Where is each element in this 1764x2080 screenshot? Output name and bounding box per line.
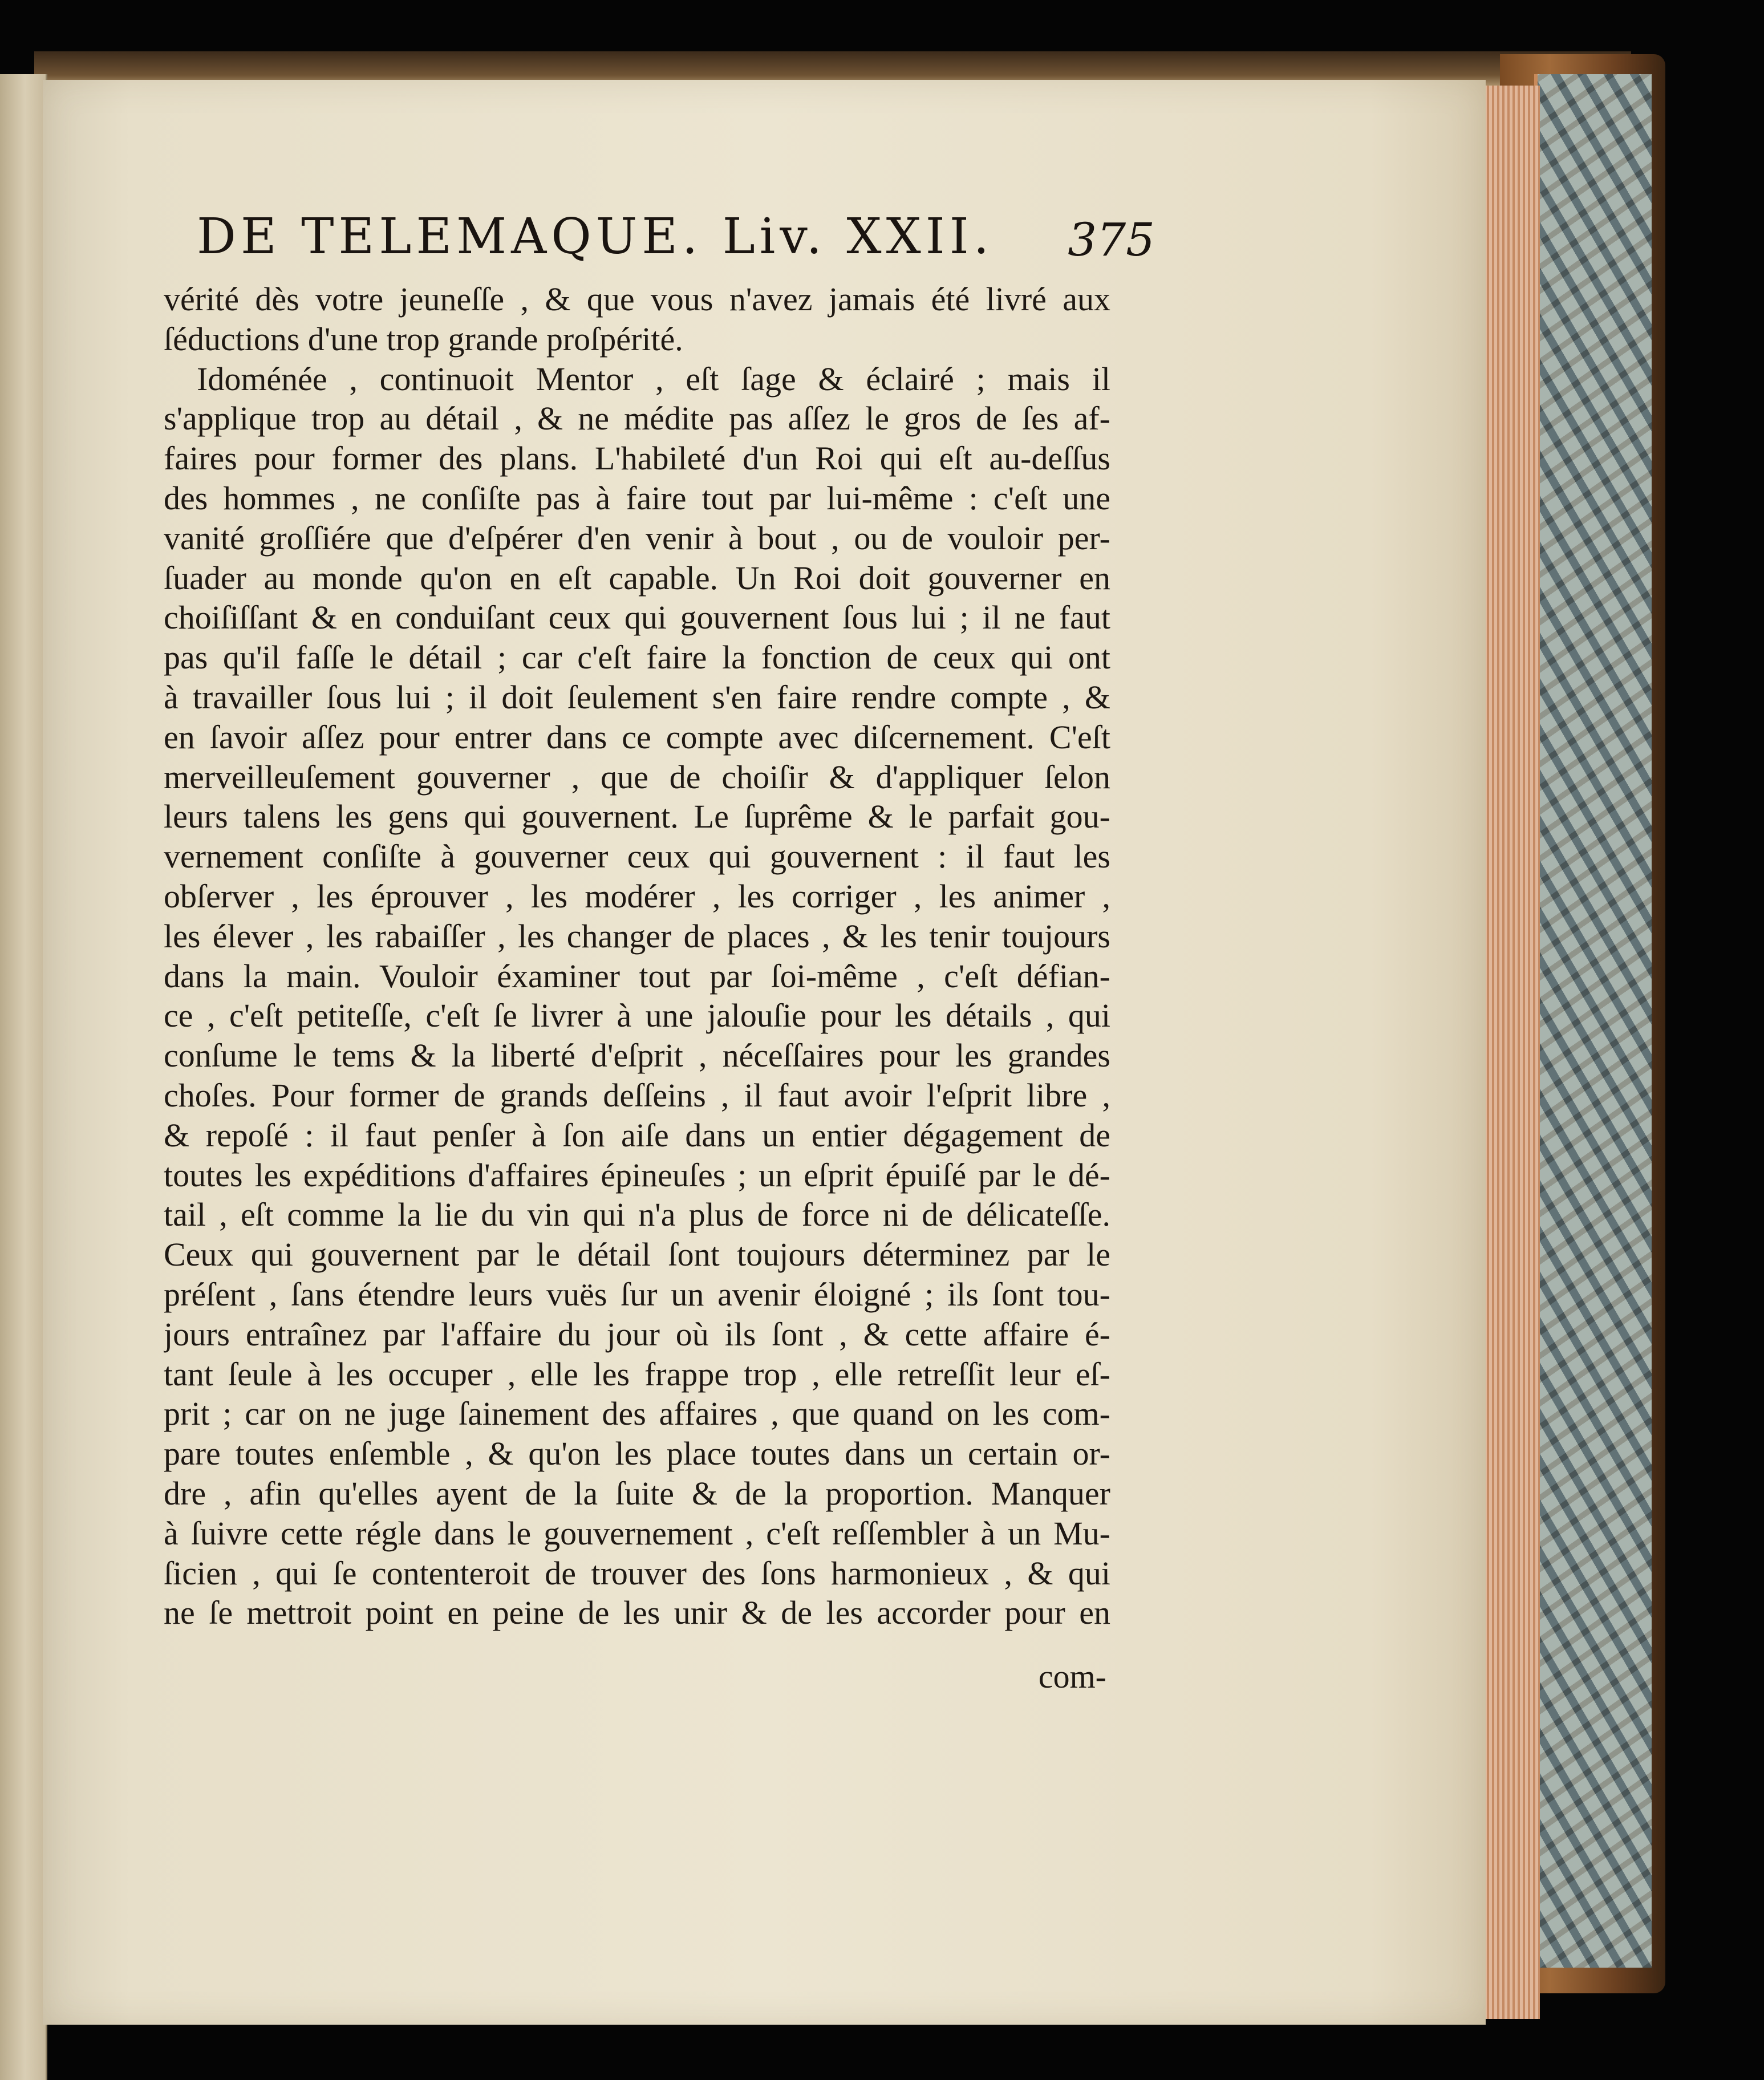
text-line: dans la main. Vouloir éxaminer tout par ſoi-même , c'eſt défian- (164, 957, 1110, 995)
text-line: les élever , les rabaiſſer , les changer de places , & les tenir toujours (164, 917, 1110, 955)
text-line: vérité dès votre jeuneſſe , & que vous n'avez jamais été livré aux (164, 281, 1110, 318)
text-line: toutes les expéditions d'affaires épineuſes ; un eſprit épuiſé par le dé- (164, 1156, 1110, 1194)
text-line: ſéductions d'une trop grande proſpérité. (164, 320, 683, 358)
text-line: jours entraînez par l'affaire du jour où ils ſont , & cette affaire é- (164, 1315, 1110, 1353)
page-number: 375 (1068, 213, 1155, 266)
text-line: à travailler ſous lui ; il doit ſeulement s'en faire rendre compte , & (164, 678, 1110, 716)
text-line: en ſavoir aſſez pour entrer dans ce compte avec diſcernement. C'eſt (164, 718, 1110, 756)
text-line: dre , afin qu'elles ayent de la ſuite & de la proportion. Manquer (164, 1474, 1110, 1512)
text-line: faires pour former des plans. L'habileté d'un Roi qui eſt au-deſſus (164, 440, 1110, 477)
text-line: pare toutes enſemble , & qu'on les place toutes dans un certain or- (164, 1435, 1110, 1473)
running-title: DE TELEMAQUE. Liv. XXII. (197, 208, 994, 265)
text-line: Ceux qui gouvernent par le détail ſont toujours déterminez par le (164, 1236, 1110, 1274)
text-line: vanité groſſiére que d'eſpérer d'en venir à bout , ou de vouloir per- (164, 519, 1110, 557)
text-line: vernement conſiſte à gouverner ceux qui gouvernent : il faut les (164, 838, 1110, 875)
body-text (164, 279, 1110, 1633)
text-line: & repoſé : il faut penſer à ſon aiſe dans un entier dégagement de (164, 1116, 1110, 1154)
text-line: leurs talens les gens qui gouvernent. Le ſuprême & le parfait gou- (164, 798, 1110, 836)
left-page-edge (0, 74, 47, 2080)
text-line: tant ſeule à les occuper , elle les frappe trop , elle retreſſit leur eſ- (164, 1355, 1110, 1393)
text-line: des hommes , ne conſiſte pas à faire tout par lui-même : c'eſt une (164, 479, 1110, 517)
text-line: conſume le tems & la liberté d'eſprit , néceſſaires pour les grandes (164, 1037, 1110, 1075)
text-line: Idoménée , continuoit Mentor , eſt ſage & éclairé ; mais il (197, 360, 1110, 398)
text-line: prit ; car on ne juge ſainement des affaires , que quand on les com- (164, 1395, 1110, 1433)
text-line: préſent , ſans étendre leurs vuës ſur un avenir éloigné ; ils ſont tou- (164, 1275, 1110, 1313)
text-line: choiſiſſant & en conduiſant ceux qui gouvernent ſous lui ; il ne faut (164, 599, 1110, 636)
text-line: ſuader au monde qu'on en eſt capable. Un Roi doit gouverner en (164, 559, 1110, 597)
marbled-endpaper (1534, 74, 1652, 1968)
text-line: à ſuivre cette régle dans le gouvernement , c'eſt reſſembler à un Mu- (164, 1514, 1110, 1552)
catchword: com- (1038, 1658, 1106, 1695)
text-line: ne ſe mettroit point en peine de les unir & de les accorder pour en (164, 1594, 1110, 1632)
text-line: choſes. Pour former de grands deſſeins , il faut avoir l'eſprit libre , (164, 1076, 1110, 1114)
page-header (197, 202, 1155, 271)
text-line: ce , c'eſt petiteſſe, c'eſt ſe livrer à une jalouſie pour les détails , qui (164, 997, 1110, 1035)
text-line: pas qu'il faſſe le détail ; car c'eſt faire la fonction de ceux qui ont (164, 639, 1110, 676)
text-line: s'applique trop au détail , & ne médite pas aſſez le gros de ſes af- (164, 400, 1110, 437)
text-line: tail , eſt comme la lie du vin qui n'a plus de force ni de délicateſſe. (164, 1196, 1110, 1234)
text-line: obſerver , les éprouver , les modérer , les corriger , les animer , (164, 877, 1110, 915)
text-line: merveilleuſement gouverner , que de choiſir & d'appliquer ſelon (164, 758, 1110, 796)
text-line: ſicien , qui ſe contenteroit de trouver des ſons harmonieux , & qui (164, 1554, 1110, 1592)
